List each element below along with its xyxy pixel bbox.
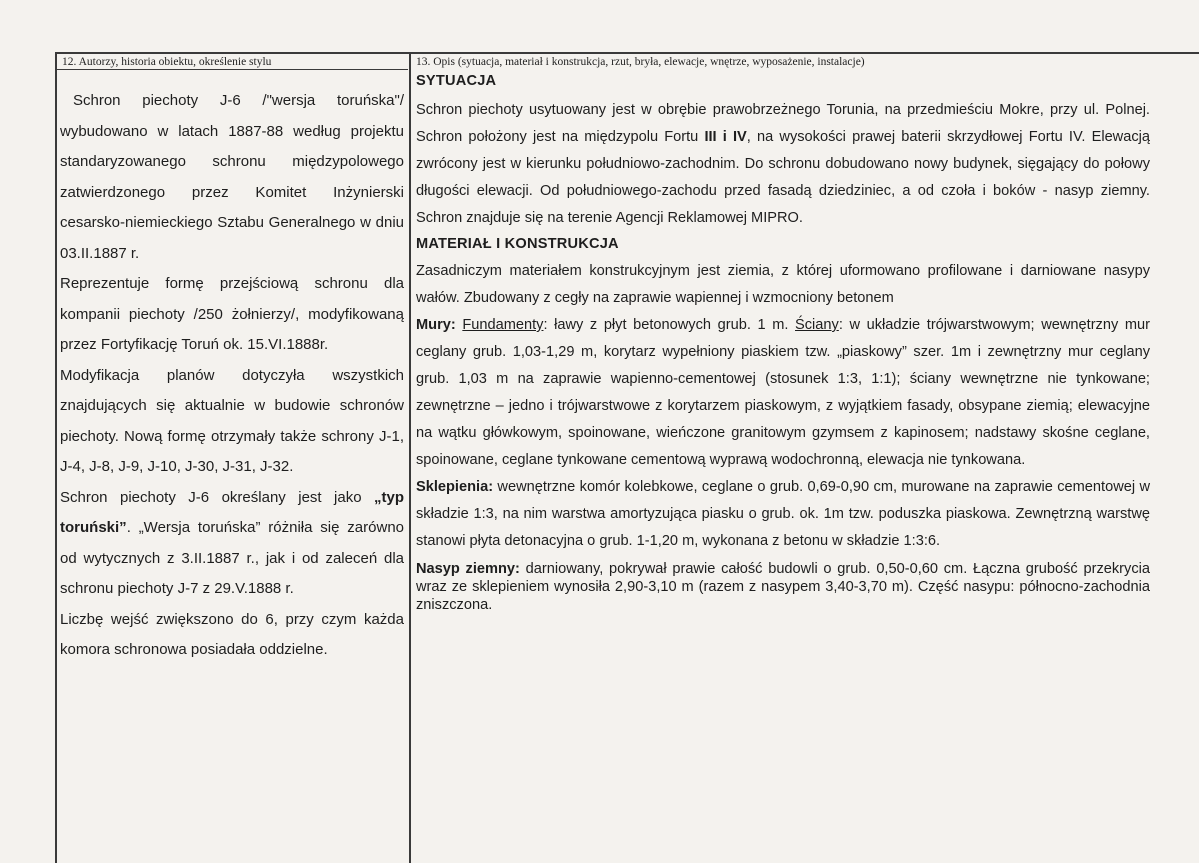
table-column-divider [409, 52, 411, 863]
fundamenty-text: : ławy z płyt betonowych grub. 1 m. [543, 317, 796, 333]
section-heading-sytuacja: SYTUACJA [416, 73, 497, 89]
history-paragraph: Reprezentuje formę przejściową schronu dla kompanii piechoty /250 żołnierzy/, modyfikowaną przez Fortyfikację Toruń ok. 15.VI.1888r. [60, 275, 404, 353]
table-top-border [55, 52, 1199, 54]
history-paragraph [60, 483, 404, 605]
sklepienia-text: wewnętrzne komór kolebkowe, ceglane o grub. 0,69-0,90 cm, murowane na zaprawie cementowej w składzie 1:3, na nim warstwa amortyzująca piasku o grub. ok. 1m tzw. poduszka piaskowa. Zewnętrzną warstwę stanowi płyta detonacyjna o grub. 1-1,20 m, wykonana z betonu w składzie 1:3:6. [416, 479, 1150, 549]
table-left-border [55, 52, 57, 863]
mury-paragraph [416, 312, 1150, 474]
sytuacja-bold-term: III i IV [704, 129, 747, 145]
history-text: Schron piechoty J-6 określany jest jako [60, 488, 374, 506]
nasyp-paragraph [416, 560, 1150, 614]
section-heading-material: MATERIAŁ I KONSTRUKCJA [416, 236, 619, 252]
history-text: . „Wersja toruńska” różniła się zarówno od wytycznych z 3.II.1887 r., jak i od zaleceń dla schronu piechoty J-7 z 29.V.1888 r. [60, 519, 404, 597]
sytuacja-paragraph [416, 97, 1150, 232]
material-paragraph: Zasadniczym materiałem konstrukcyjnym jest ziemia, z której uformowano profilowane i darniowane nasypy wałów. Zbudowany z cegły na zaprawie wapiennej i wzmocniony betonem [416, 263, 1150, 306]
mury-label: Mury: [416, 317, 456, 333]
sklepienia-label: Sklepienia: [416, 479, 494, 495]
description-text-block [416, 72, 1150, 614]
sytuacja-text: , na wysokości prawej baterii skrzydłowej Fortu IV. Elewacją zwrócony jest w kierunku południowo-zachodnim. Do schronu dobudowano nowy budynek, sięgający do połowy długości elewacji. Od południowego-zachodu przed fasadą dziedziniec, a od czoła i boków - nasyp ziemny. Schron znajduje się na terenie Agencji Reklamowej MIPRO. [416, 129, 1150, 226]
history-text-block [60, 86, 404, 666]
sklepienia-paragraph [416, 474, 1150, 555]
sytuacja-text: Schron piechoty usytuowany jest w obrębie prawobrzeżnego Torunia, na przedmieściu Mokre, przy ul. Polnej. Schron położony jest na międzypolu Fortu [416, 102, 1150, 145]
history-paragraph: Liczbę wejść zwiększono do 6, przy czym każda komora schronowa posiadała oddzielne. [60, 610, 404, 658]
history-paragraph: Modyfikacja planów dotyczyła wszystkich znajdujących się aktualnie w budowie schronów piechoty. Nową formę otrzymały także schrony J-1, J-4, J-8, J-9, J-10, J-30, J-31, J-32. [60, 366, 404, 475]
fundamenty-label: Fundamenty [462, 317, 544, 333]
history-paragraph: Schron piechoty J-6 /"wersja toruńska"/ wybudowano w latach 1887-88 według projektu standaryzowanego schronu międzypolowego zatwierdzonego przez Komitet Inżynierski cesarsko-niemieckiego Sztabu Generalnego w dniu 03.II.1887 r. [60, 92, 404, 262]
nasyp-text: darniowany, pokrywał prawie całość budowli o grub. 0,50-0,60 cm. Łączna grubość przekrycia wraz ze sklepieniem wynosiła 2,90-3,10 m (razem z nasypem 3,40-3,70 m). Część nasypu: północno-zachodnia zniszczona. [416, 561, 1150, 613]
table-header-divider [55, 69, 408, 70]
nasyp-label: Nasyp ziemny: [416, 561, 520, 577]
right-column-header: 13. Opis (sytuacja, materiał i konstrukcja, rzut, bryła, elewacje, wnętrze, wyposażenie, instalacje) [416, 56, 865, 68]
sciany-text: : w układzie trójwarstwowym; wewnętrzny mur ceglany grub. 1,03-1,29 m, korytarz wypełniony piaskiem tzw. „piaskowy” szer. 1m i zewnętrzny mur ceglany grub. 1,03 m na zaprawie wapienno-cementowej (stosunek 1:3, 1:1); ściany wewnętrzne nie tynkowane; zewnętrzne – jedno i trójwarstwowe z korytarzem piaskowym, z wyjątkiem fasady, obsypane ziemią; elewacyjne na wątku główkowym, spoinowane, wieńczone granitowym gzymsem z kapinosem; nadstawy skośne ceglane, spoinowane, ceglane tynkowane cementową wyprawą wodochronną, elewacja nie tynkowana. [416, 317, 1150, 468]
sciany-label: Ściany [795, 317, 839, 333]
history-bold-term: „typ toruński” [60, 488, 404, 536]
left-column-header: 12. Autorzy, historia obiektu, określenie stylu [62, 56, 272, 68]
